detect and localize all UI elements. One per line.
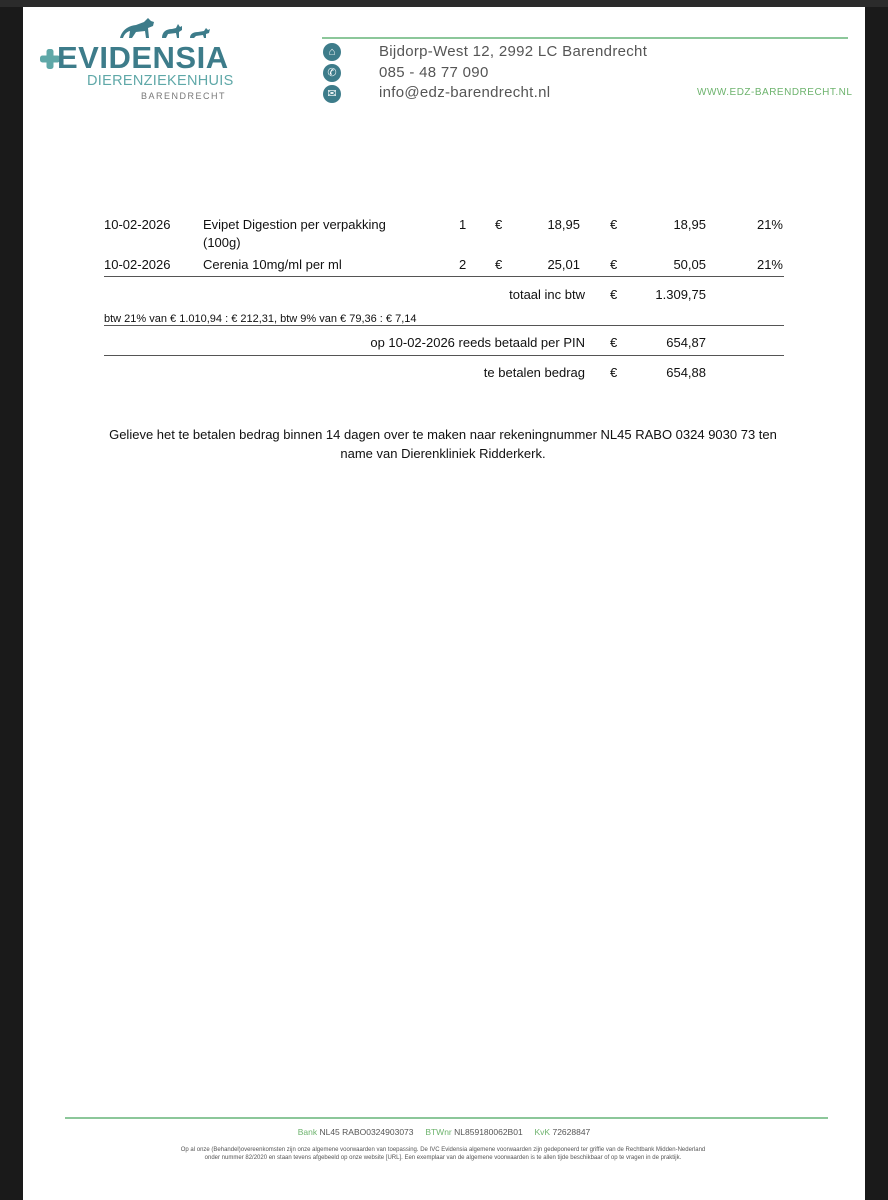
due-label: te betalen bedrag	[483, 365, 585, 380]
item-unit-price: 25,01	[547, 257, 580, 272]
payment-instruction-line: name van Dierenkliniek Ridderkerk.	[340, 446, 546, 461]
kvk-value: 72628847	[552, 1127, 591, 1137]
payment-instruction-line: Gelieve het te betalen bedrag binnen 14 dagen over te maken naar rekeningnummer NL45 RABO 0324 9030 73 ten	[109, 427, 777, 442]
due-currency: €	[610, 365, 618, 380]
animals-silhouette-logo	[118, 16, 214, 41]
item-description: Evipet Digestion per verpakking	[203, 217, 386, 232]
item-vat: 21%	[756, 217, 783, 232]
item-currency: €	[495, 257, 503, 272]
home-icon: ⌂	[323, 43, 341, 61]
vat-breakdown: btw 21% van € 1.010,94 : € 212,31, btw 9% van € 79,36 : € 7,14	[104, 313, 417, 325]
window-top-bar	[0, 0, 888, 7]
brand-location: BARENDRECHT	[141, 91, 227, 101]
kvk-label: KvK	[534, 1127, 551, 1137]
phone-text: 085 - 48 77 090	[379, 64, 489, 81]
item-currency: €	[610, 217, 618, 232]
paid-divider	[104, 355, 784, 356]
footer-divider	[65, 1117, 828, 1119]
item-currency: €	[495, 217, 503, 232]
paid-currency: €	[610, 335, 618, 350]
brand-name: EVIDENSIA	[57, 40, 229, 75]
mail-icon: ✉	[323, 85, 341, 103]
btw-value: NL859180062B01	[454, 1127, 523, 1137]
bank-value: NL45 RABO0324903073	[319, 1127, 414, 1137]
item-line-total: 50,05	[673, 257, 706, 272]
terms-text	[103, 1146, 783, 1162]
header-divider	[322, 37, 848, 39]
footer-identifiers	[23, 1127, 865, 1137]
terms-line: onder nummer 82/2020 en staan tevens afgebeeld op onze website [URL]. Een exemplaar van de algemene voorwaarden is te allen tijde beschikbaar of op te vragen in de praktijk.	[204, 1155, 682, 1161]
item-quantity: 2	[459, 257, 467, 272]
paid-value: 654,87	[666, 335, 706, 350]
item-line-total: 18,95	[673, 217, 706, 232]
totals-divider	[104, 325, 784, 326]
item-date: 10-02-2026	[104, 217, 171, 232]
address-text: Bijdorp-West 12, 2992 LC Barendrecht	[379, 43, 648, 60]
item-description-cont: (100g)	[203, 235, 241, 250]
item-vat: 21%	[756, 257, 783, 272]
item-quantity: 1	[459, 217, 467, 232]
paid-label: op 10-02-2026 reeds betaald per PIN	[370, 335, 585, 350]
invoice-page	[23, 7, 865, 1200]
total-label: totaal inc btw	[509, 287, 585, 302]
brand-subtitle: DIERENZIEKENHUIS	[87, 73, 234, 89]
item-description: Cerenia 10mg/ml per ml	[203, 257, 342, 272]
email-link[interactable]: info@edz-barendrecht.nl	[379, 84, 551, 101]
total-currency: €	[610, 287, 618, 302]
table-divider	[104, 276, 784, 277]
website-link[interactable]: WWW.EDZ-BARENDRECHT.NL	[697, 87, 853, 98]
item-date: 10-02-2026	[104, 257, 171, 272]
terms-line: Op al onze (Behandel)overeenkomsten zijn onze algemene voorwaarden van toepassing. De IVC Evidensia algemene voorwaarden zijn gedeponeerd ter griffie van de Rechtbank Midden-Nederland	[180, 1147, 706, 1153]
total-value: 1.309,75	[655, 287, 706, 302]
phone-icon: ✆	[323, 64, 341, 82]
payment-instruction	[93, 425, 793, 463]
bank-label: Bank	[297, 1127, 318, 1137]
btw-label: BTWnr	[425, 1127, 452, 1137]
item-unit-price: 18,95	[547, 217, 580, 232]
item-currency: €	[610, 257, 618, 272]
due-value: 654,88	[666, 365, 706, 380]
